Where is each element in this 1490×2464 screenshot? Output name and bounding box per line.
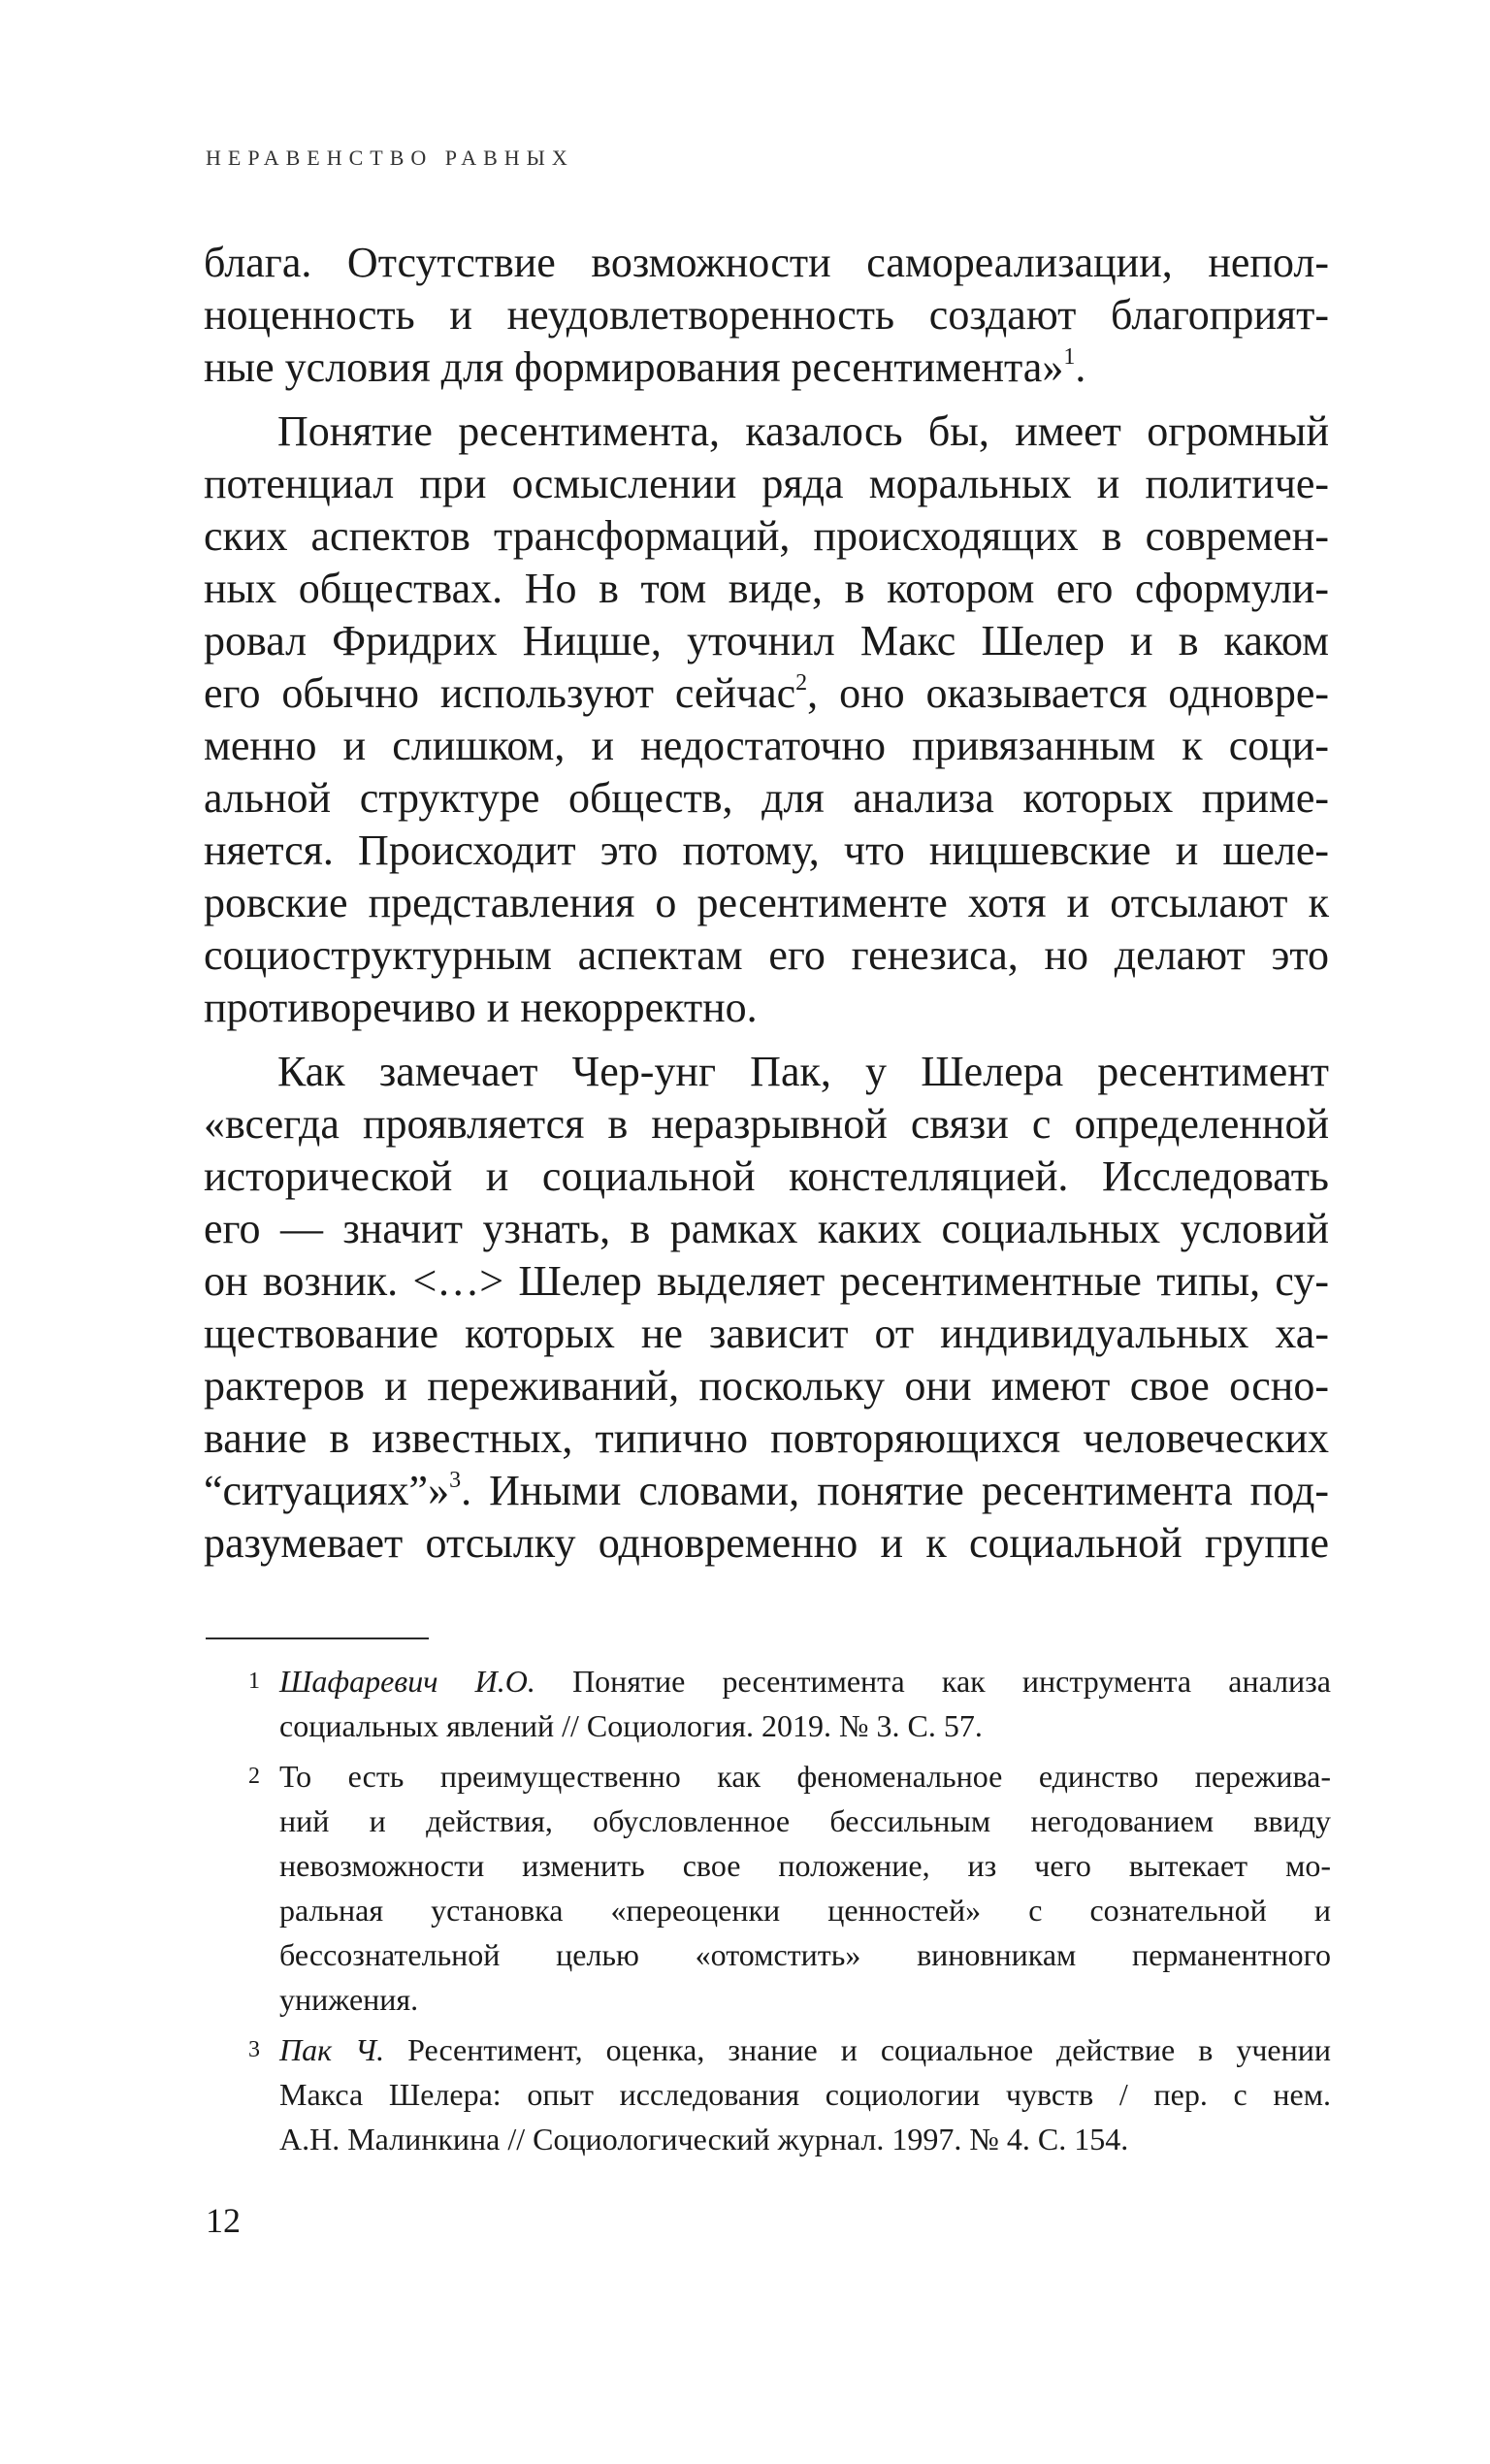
text-line: ноценность и неудовлетворенность создают благоприят- — [204, 291, 1329, 339]
text-line: Понятие ресентимента, казалось бы, имеет огромный — [277, 407, 1329, 455]
footnote-separator — [206, 1637, 429, 1639]
text-fragment: , оно оказывается одновре- — [807, 669, 1329, 717]
text-line — [204, 667, 1329, 720]
footnote-number: 3 — [248, 2037, 260, 2062]
text-line: исторической и социальной констелляцией. Исследовать — [204, 1152, 1329, 1200]
footnote-ref-1[interactable]: 1 — [1063, 344, 1076, 370]
footnote-3 — [206, 2027, 1331, 2161]
text-line: потенциал при осмыслении ряда моральных и политиче- — [204, 460, 1329, 507]
main-text — [204, 237, 1329, 1570]
footnote-ref-2[interactable]: 2 — [795, 670, 808, 696]
page-number: 12 — [206, 2201, 241, 2240]
footnote-author: Шафаревич И.О. — [279, 1664, 535, 1699]
text-line: ских аспектов трансформаций, происходящих в современ- — [204, 512, 1329, 560]
footnote-line — [279, 1659, 1331, 1703]
footnote-number: 1 — [248, 1669, 260, 1694]
footnote-line: унижения. — [279, 1982, 419, 2017]
text-fragment: ные условия для формирования ресентимента» — [204, 343, 1064, 391]
footnotes — [206, 1659, 1331, 2167]
text-fragment: его обычно используют сейчас — [204, 669, 796, 717]
text-line: его — значит узнать, в рамках каких социальных условий — [204, 1205, 1329, 1252]
paragraph-3 — [204, 1046, 1329, 1570]
footnote-number: 2 — [248, 1764, 260, 1789]
footnote-1 — [206, 1659, 1331, 1748]
running-head: НЕРАВЕНСТВО РАВНЫХ — [206, 146, 574, 170]
text-line: блага. Отсутствие возможности самореализации, непол- — [204, 239, 1329, 286]
footnote-line: социальных явлений // Социология. 2019. № 3. С. 57. — [279, 1708, 983, 1743]
footnote-line: невозможности изменить свое положение, из чего вытекает мо- — [279, 1848, 1331, 1883]
footnote-2 — [206, 1754, 1331, 2022]
text-fragment: . Иными словами, понятие ресентимента под- — [461, 1467, 1329, 1514]
footnote-line: Макса Шелера: опыт исследования социологии чувств / пер. с нем. — [279, 2077, 1331, 2112]
footnote-line: То есть преимущественно как феноменальное единство пережива- — [279, 1759, 1331, 1794]
footnote-line: бессознательной целью «отомстить» виновникам перманентного — [279, 1937, 1331, 1972]
text-line: няется. Происходит это потому, что ницшевские и шеле- — [204, 827, 1329, 874]
footnote-line: А.Н. Малинкина // Социологический журнал. 1997. № 4. С. 154. — [279, 2122, 1129, 2156]
text-line: альной структуре обществ, для анализа которых приме- — [204, 774, 1329, 822]
text-line: ществование которых не зависит от индивидуальных ха- — [204, 1310, 1329, 1357]
footnote-author: Пак Ч. — [279, 2032, 385, 2067]
paragraph-1 — [204, 237, 1329, 394]
text-line: вание в известных, типично повторяющихся человеческих — [204, 1414, 1329, 1462]
text-fragment: Ресентимент, оценка, знание и социальное действие в учении — [384, 2032, 1332, 2067]
text-line — [204, 341, 1329, 394]
text-fragment: . — [1075, 343, 1086, 391]
footnote-ref-3[interactable]: 3 — [449, 1468, 462, 1493]
text-line: менно и слишком, и недостаточно привязанным к соци- — [204, 722, 1329, 769]
text-line: ровские представления о ресентименте хотя и отсылают к — [204, 879, 1329, 926]
text-line: ных обществах. Но в том виде, в котором его сформули- — [204, 565, 1329, 612]
text-line: он возник. <…> Шелер выделяет ресентиментные типы, су- — [204, 1257, 1329, 1305]
text-fragment: Понятие ресентимента как инструмента анализа — [534, 1664, 1332, 1699]
footnote-line — [279, 2027, 1331, 2072]
footnote-line: ний и действия, обусловленное бессильным негодованием ввиду — [279, 1803, 1331, 1838]
text-line: ровал Фридрих Ницше, уточнил Макс Шелер и в каком — [204, 617, 1329, 665]
text-line: социоструктурным аспектам его генезиса, но делают это — [204, 931, 1329, 979]
text-fragment: “ситуациях”» — [204, 1467, 450, 1514]
text-line: разумевает отсылку одновременно и к социальной группе — [204, 1519, 1329, 1567]
text-line: противоречиво и некорректно. — [204, 984, 758, 1031]
text-line: «всегда проявляется в неразрывной связи с определенной — [204, 1100, 1329, 1148]
text-line — [204, 1465, 1329, 1517]
text-line: рактеров и переживаний, поскольку они имеют свое осно- — [204, 1362, 1329, 1410]
paragraph-2 — [204, 405, 1329, 1034]
footnote-line: ральная установка «переоценки ценностей» с сознательной и — [279, 1893, 1331, 1928]
text-line: Как замечает Чер-унг Пак, у Шелера ресентимент — [277, 1048, 1329, 1095]
